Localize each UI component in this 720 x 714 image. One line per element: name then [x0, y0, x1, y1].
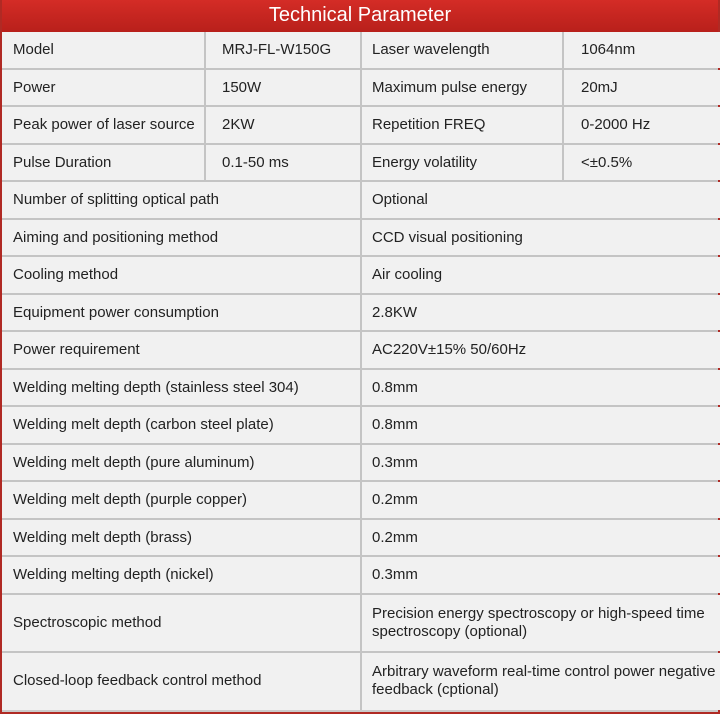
param-label: Welding melt depth (carbon steel plate): [2, 407, 360, 443]
param-label: Repetition FREQ: [362, 107, 562, 143]
param-value: Arbitrary waveform real-time control power negative feedback (cptional): [362, 653, 720, 710]
param-label: Cooling method: [2, 257, 360, 293]
param-value: 0.8mm: [362, 407, 720, 443]
param-value: MRJ-FL-W150G: [206, 32, 360, 68]
param-value: 0.2mm: [362, 520, 720, 556]
param-value: AC220V±15% 50/60Hz: [362, 332, 720, 368]
param-label: Equipment power consumption: [2, 295, 360, 331]
param-label: Pulse Duration: [2, 145, 204, 181]
param-label: Welding melt depth (purple copper): [2, 482, 360, 518]
parameter-table: [2, 32, 718, 710]
param-label: Power: [2, 70, 204, 106]
param-label: Maximum pulse energy: [362, 70, 562, 106]
param-value: Optional: [362, 182, 720, 218]
param-value: 20mJ: [564, 70, 720, 106]
param-value: 150W: [206, 70, 360, 106]
param-label: Energy volatility: [362, 145, 562, 181]
param-value: <±0.5%: [564, 145, 720, 181]
param-label: Peak power of laser source: [2, 107, 204, 143]
param-label: Spectroscopic method: [2, 595, 360, 652]
param-label: Model: [2, 32, 204, 68]
param-label: Power requirement: [2, 332, 360, 368]
param-value: Precision energy spectroscopy or high-speed time spectroscopy (optional): [362, 595, 720, 652]
param-label: Number of splitting optical path: [2, 182, 360, 218]
param-value: 0.1-50 ms: [206, 145, 360, 181]
param-label: Welding melt depth (brass): [2, 520, 360, 556]
param-value: 0.2mm: [362, 482, 720, 518]
param-value: 1064nm: [564, 32, 720, 68]
table-row: [2, 107, 360, 143]
param-label: Welding melting depth (stainless steel 304): [2, 370, 360, 406]
param-label: Aiming and positioning method: [2, 220, 360, 256]
table-row: [2, 145, 360, 181]
param-label: Laser wavelength: [362, 32, 562, 68]
param-value: Air cooling: [362, 257, 720, 293]
param-value: 0-2000 Hz: [564, 107, 720, 143]
param-value: 0.3mm: [362, 557, 720, 593]
param-value: CCD visual positioning: [362, 220, 720, 256]
param-value: 2.8KW: [362, 295, 720, 331]
table-row: [2, 32, 360, 68]
param-label: Welding melting depth (nickel): [2, 557, 360, 593]
param-label: Closed-loop feedback control method: [2, 653, 360, 710]
param-label: Welding melt depth (pure aluminum): [2, 445, 360, 481]
param-value: 0.8mm: [362, 370, 720, 406]
table-title: Technical Parameter: [2, 0, 718, 32]
param-value: 0.3mm: [362, 445, 720, 481]
param-value: 2KW: [206, 107, 360, 143]
table-row: [2, 70, 360, 106]
